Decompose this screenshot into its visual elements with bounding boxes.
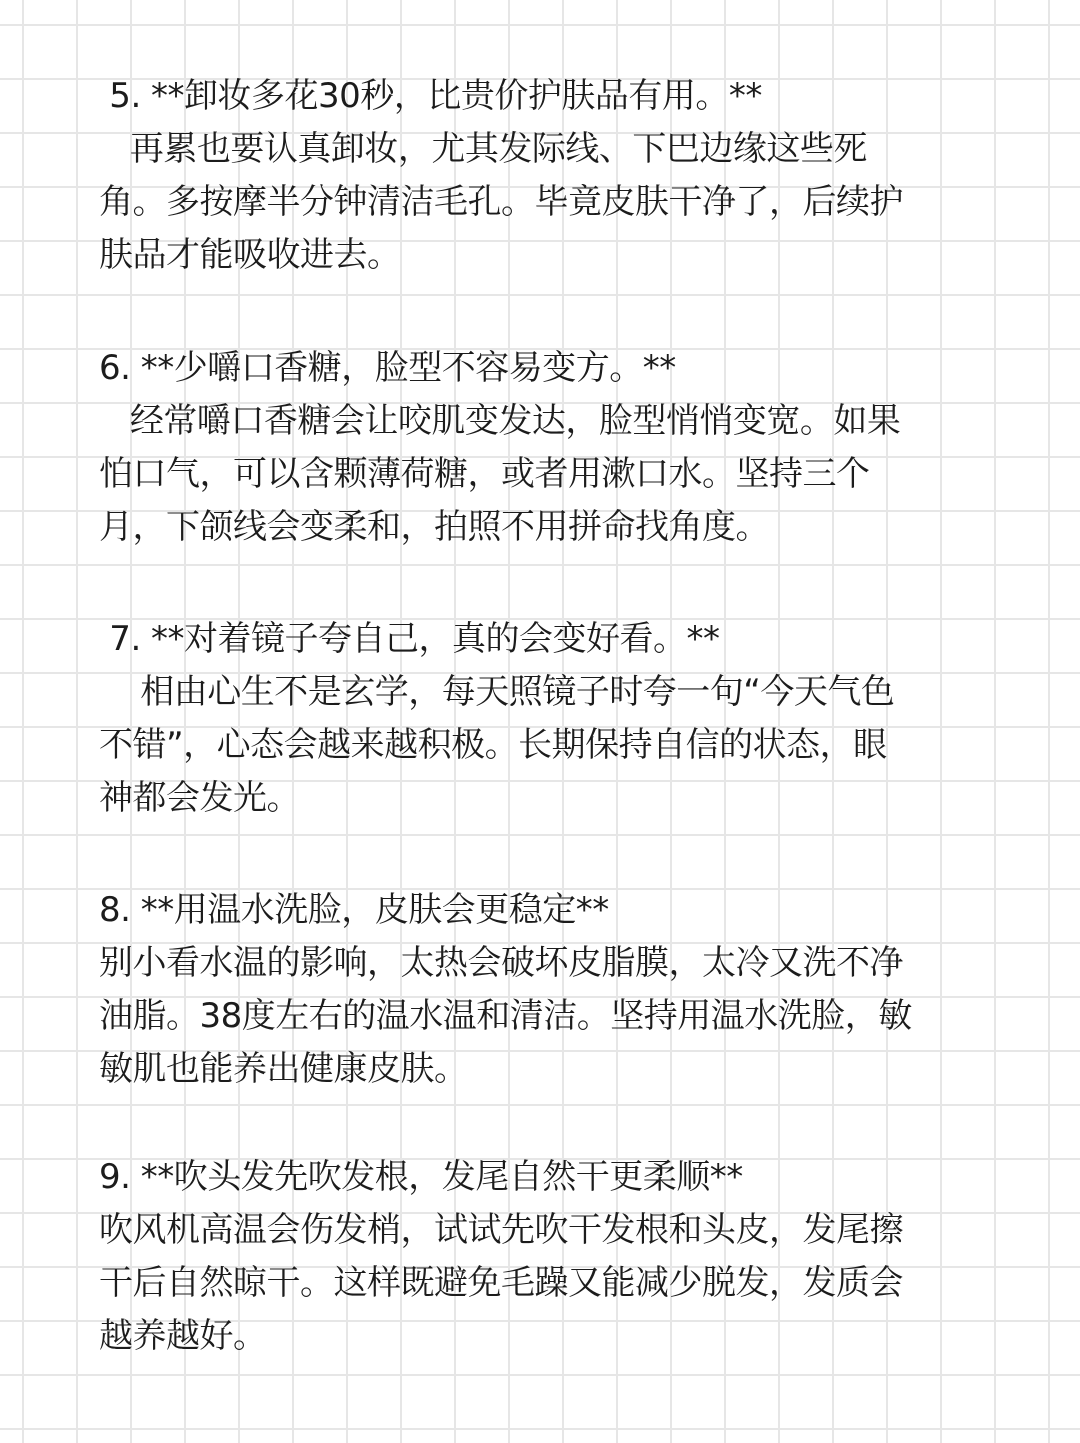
tip-line: 吹风机高温会伤发梢，试试先吹干发根和头皮，发尾擦: [99, 1210, 903, 1250]
tip-title: 5. **卸妆多花30秒，比贵价护肤品有用。**: [99, 76, 762, 116]
tip-6: [99, 342, 999, 554]
tip-9: [99, 1151, 999, 1363]
tip-line: 角。多按摩半分钟清洁毛孔。毕竟皮肤干净了，后续护: [99, 182, 903, 222]
tip-line: 越养越好。: [99, 1316, 267, 1356]
tip-line: 不错”，心态会越来越积极。长期保持自信的状态，眼: [99, 725, 887, 765]
tip-8: [99, 884, 999, 1096]
tip-title: 7. **对着镜子夸自己，真的会变好看。**: [99, 619, 720, 659]
tip-7: [99, 613, 999, 825]
tip-line: 相由心生不是玄学，每天照镜子时夸一句“今天气色: [99, 672, 895, 712]
tip-line: 油脂。38度左右的温水温和清洁。坚持用温水洗脸，敏: [99, 996, 912, 1036]
tip-line: 肤品才能吸收进去。: [99, 235, 401, 275]
tip-line: 干后自然晾干。这样既避免毛躁又能减少脱发，发质会: [99, 1263, 903, 1303]
tip-line: 再累也要认真卸妆，尤其发际线、下巴边缘这些死: [99, 129, 867, 169]
tip-5: [99, 70, 999, 282]
tip-line: 别小看水温的影响，太热会破坏皮脂膜，太冷又洗不净: [99, 943, 903, 983]
tip-line: 敏肌也能养出健康皮肤。: [99, 1049, 468, 1089]
tip-title: 9. **吹头发先吹发根，发尾自然干更柔顺**: [99, 1157, 743, 1197]
tip-title: 8. **用温水洗脸，皮肤会更稳定**: [99, 890, 609, 930]
tip-line: 怕口气，可以含颗薄荷糖，或者用漱口水。坚持三个: [99, 454, 870, 494]
tip-line: 月，下颌线会变柔和，拍照不用拼命找角度。: [99, 507, 769, 547]
tip-line: 经常嚼口香糖会让咬肌变发达，脸型悄悄变宽。如果: [99, 401, 901, 441]
tip-title: 6. **少嚼口香糖，脸型不容易变方。**: [99, 348, 676, 388]
tip-line: 神都会发光。: [99, 778, 300, 818]
